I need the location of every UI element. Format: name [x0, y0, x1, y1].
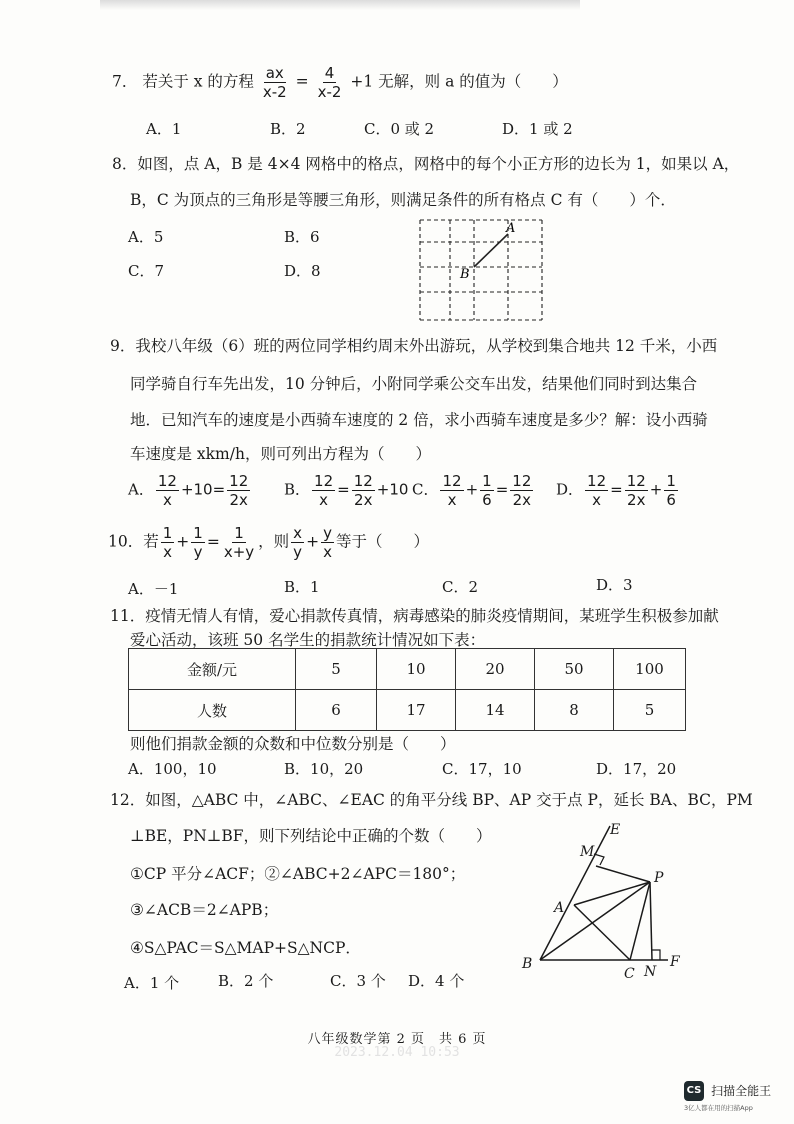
option-a: A． $\frac{12}{x}$ +10= $\frac{12}{2x}$ — [128, 472, 249, 509]
brand-tagline: 3亿人都在用的扫描App — [684, 1103, 753, 1112]
question-12-line2: ⊥BE，PN⊥BF，则下列结论中正确的个数（ ） — [130, 827, 492, 845]
option-d: D．8 — [284, 262, 321, 280]
label-n: N — [644, 964, 657, 980]
line-pm — [596, 866, 650, 882]
question-11-line2: 爱心活动，该班 50 名学生的捐款统计情况如下表： — [130, 631, 486, 649]
triangle-figure — [512, 818, 702, 988]
table-row: 金额/元 5 10 20 50 100 — [129, 649, 686, 690]
grid-figure — [412, 212, 552, 327]
right-angle-m — [594, 854, 604, 865]
label-e: E — [610, 822, 621, 838]
question-11-prompt: 则他们捐款金额的众数和中位数分别是（ ） — [130, 735, 456, 753]
question-9-line4: 车速度是 xkm/h，则可列出方程为（ ） — [130, 445, 431, 463]
statement-3: ③∠ACB＝2∠APB； — [130, 901, 279, 919]
line-ap — [574, 882, 650, 905]
label-p: P — [654, 870, 664, 886]
statement-4: ④S△PAC＝S△MAP+S△NCP． — [130, 939, 361, 957]
option-b: B． $\frac{12}{x}$ = $\frac{12}{2x}$ +10 — [284, 472, 409, 509]
question-10: 10．若 $\frac{1}{x}$ + $\frac{1}{y}$ = $\frac{1}{x+y}$ ，则 $\frac{x}{y}$ + $\frac{y}{x}$ 等于（ ） — [108, 524, 429, 561]
question-text: 若关于 x 的方程 — [142, 72, 254, 91]
segment-ab — [474, 234, 508, 267]
option-c: C．7 — [128, 262, 165, 280]
label-f: F — [670, 954, 680, 970]
line-pn — [650, 882, 652, 960]
option-d: D． $\frac{12}{x}$ = $\frac{12}{2x}$ + $\frac{1}{6}$ — [556, 472, 676, 509]
brand-name: 扫描全能王 — [711, 1084, 772, 1098]
camscanner-logo-icon: CS — [684, 1081, 704, 1101]
right-angle-n — [652, 950, 660, 960]
option-b: B．6 — [284, 228, 320, 246]
option-b: B．1 — [284, 578, 320, 596]
question-text: +1 无解，则 a 的值为（ ） — [350, 72, 568, 91]
ray-be — [540, 826, 610, 960]
label-m: M — [580, 844, 595, 860]
option-d: D．17，20 — [596, 760, 677, 778]
question-8-line2: B，C 为顶点的三角形是等腰三角形，则满足条件的所有格点 C 有（ ）个． — [130, 191, 676, 209]
option-c: C．2 — [442, 578, 479, 596]
label-a: A — [506, 221, 516, 236]
option-a: A．1 — [146, 120, 182, 138]
option-c: C．3 个 — [330, 972, 386, 990]
scan-timestamp: 2023.12.04 10:53 — [334, 1045, 460, 1060]
option-c: C．0 或 2 — [364, 120, 435, 138]
option-a: A．－1 — [128, 580, 179, 598]
statement-1-2: ①CP 平分∠ACF；②∠ABC+2∠APC＝180°； — [130, 865, 466, 883]
option-d: D．1 或 2 — [502, 120, 573, 138]
label-b: B — [460, 267, 470, 282]
table-row: 人数 6 17 14 8 5 — [129, 690, 686, 731]
option-a: A．1 个 — [124, 974, 180, 992]
option-c: C． $\frac{12}{x}$ + $\frac{1}{6}$ = $\frac{12}{2x}$ — [412, 472, 532, 509]
question-8-line1: 8．如图，点 A，B 是 4×4 网格中的格点，网格中的每个小正方形的边长为 1，如果以 A， — [112, 155, 740, 173]
label-c: C — [624, 966, 635, 982]
label-a: A — [554, 900, 565, 916]
page-footer: 八年级数学第 2 页 共 6 页 — [307, 1032, 487, 1047]
option-b: B．2 个 — [218, 972, 274, 990]
line-ac — [574, 905, 630, 960]
question-9-line2: 同学骑自行车先出发，10 分钟后，小附同学乘公交车出发，结果他们同时到达集合 — [130, 375, 698, 393]
scan-edge — [100, 0, 580, 10]
label-b: B — [522, 956, 533, 972]
option-b: B．2 — [270, 120, 306, 138]
question-12-line1: 12．如图，△ABC 中，∠ABC、∠EAC 的角平分线 BP、AP 交于点 P，延长 BA、BC，PM — [110, 791, 753, 809]
scanner-brand — [684, 1080, 771, 1112]
option-c: C．17，10 — [442, 760, 522, 778]
question-number: 7． — [112, 72, 138, 91]
question-9-line1: 9．我校八年级（6）班的两位同学相约周末外出游玩，从学校到集合地共 12 千米，小西 — [110, 337, 718, 355]
fraction: $\frac{ax}{x-2}$ — [262, 64, 287, 101]
question-11-line1: 11．疫情无情人有情，爱心捐款传真情，病毒感染的肺炎疫情期间，某班学生积极参加献 — [110, 607, 719, 625]
option-a: A．100，10 — [128, 760, 217, 778]
option-a: A．5 — [128, 228, 164, 246]
option-b: B．10，20 — [284, 760, 364, 778]
question-7: 7． 若关于 x 的方程 $\frac{ax}{x-2}$ = $\frac{4}{x-2}$ +1 无解，则 a 的值为（ ） — [112, 64, 568, 101]
fraction: $\frac{4}{x-2}$ — [317, 64, 342, 101]
option-d: D．3 — [596, 576, 633, 594]
option-d: D．4 个 — [408, 972, 465, 990]
question-9-line3: 地．已知汽车的速度是小西骑车速度的 2 倍，求小西骑车速度是多少？解：设小西骑 — [130, 411, 708, 429]
donation-table — [128, 648, 686, 731]
